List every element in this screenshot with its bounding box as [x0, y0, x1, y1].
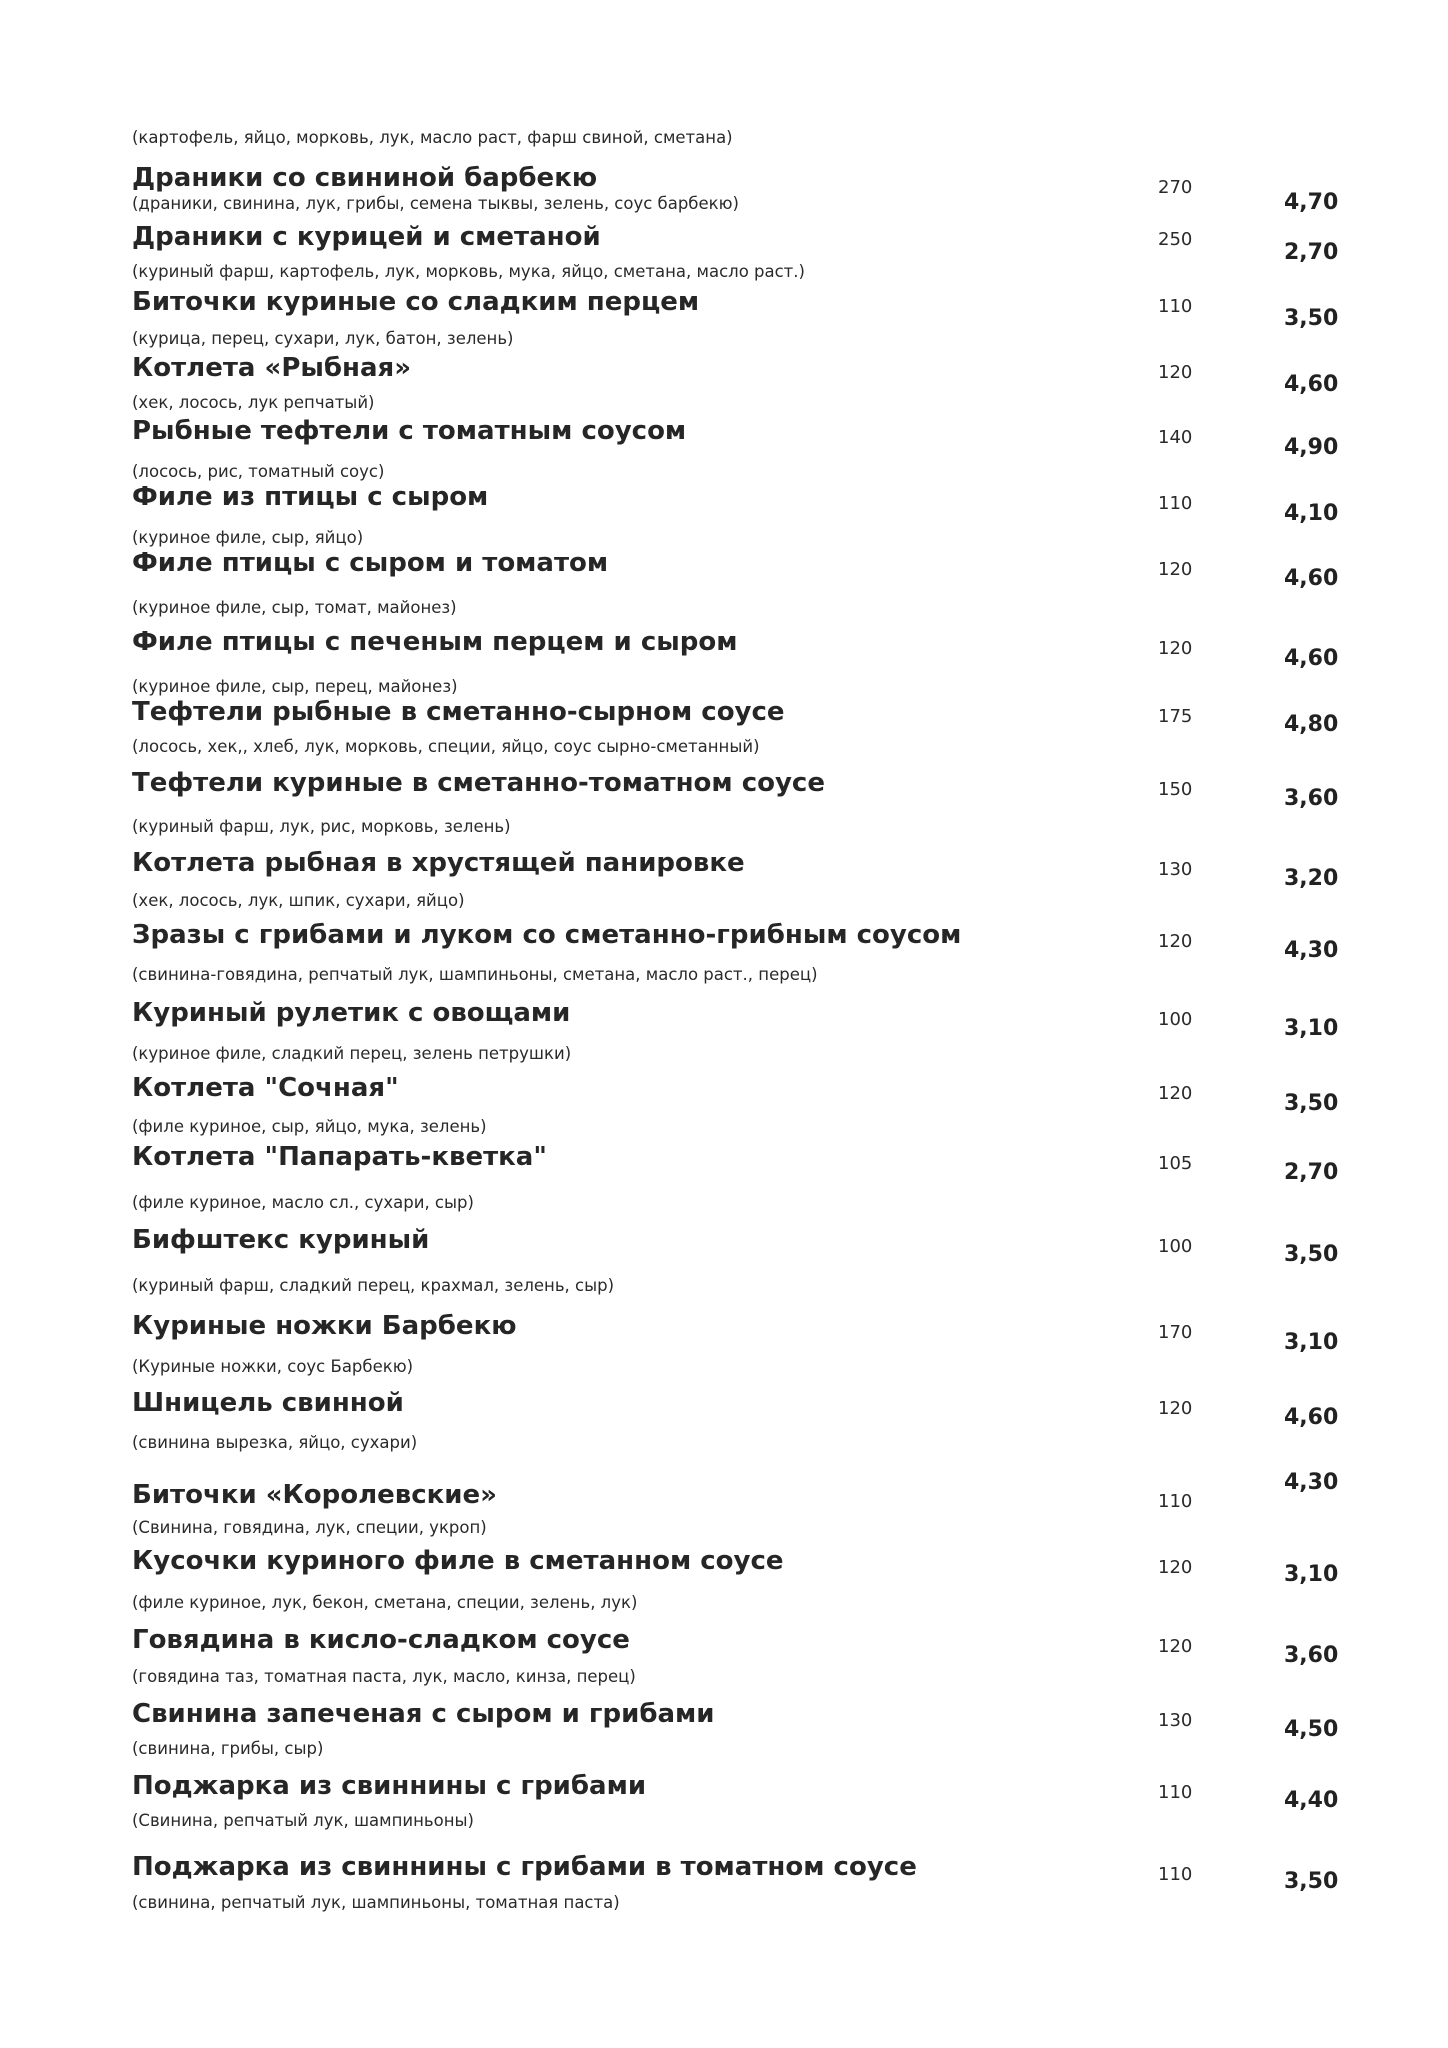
menu-item-weight: 110	[1158, 1782, 1193, 1803]
menu-item-price: 4,60	[1284, 1405, 1339, 1430]
menu-item-price: 3,50	[1284, 1091, 1339, 1116]
intro-description: (картофель, яйцо, морковь, лук, масло раст, фарш свиной, сметана)	[132, 128, 733, 147]
menu-item-weight: 150	[1158, 779, 1193, 800]
menu-item-weight: 175	[1158, 706, 1193, 727]
menu-item-name: Филе птицы с печеным перцем и сыром	[132, 627, 738, 657]
menu-item-price: 4,40	[1284, 1788, 1339, 1813]
menu-item-weight: 120	[1158, 559, 1193, 580]
menu-item-description: (куриное филе, сыр, томат, майонез)	[132, 598, 457, 617]
menu-item-name: Драники с курицей и сметаной	[132, 222, 601, 252]
menu-item-description: (куриный фарш, картофель, лук, морковь, мука, яйцо, сметана, масло раст.)	[132, 262, 805, 281]
menu-item-name: Кусочки куриного филе в сметанном соусе	[132, 1546, 784, 1576]
menu-item-description: (Свинина, репчатый лук, шампиньоны)	[132, 1811, 474, 1830]
menu-item-weight: 110	[1158, 1491, 1193, 1512]
menu-item-weight: 120	[1158, 1636, 1193, 1657]
menu-item-price: 4,60	[1284, 372, 1339, 397]
menu-item-name: Котлета "Сочная"	[132, 1073, 399, 1103]
menu-item-description: (свинина вырезка, яйцо, сухари)	[132, 1433, 418, 1452]
menu-item-name: Куриные ножки Барбекю	[132, 1311, 517, 1341]
menu-item-description: (куриное филе, сыр, перец, майонез)	[132, 677, 458, 696]
menu-item-description: (куриное филе, сыр, яйцо)	[132, 528, 364, 547]
menu-item-weight: 100	[1158, 1009, 1193, 1030]
menu-item-name: Говядина в кисло-сладком соусе	[132, 1625, 630, 1655]
menu-item-weight: 120	[1158, 1557, 1193, 1578]
menu-item-name: Свинина запеченая с сыром и грибами	[132, 1699, 715, 1729]
menu-item-name: Котлета «Рыбная»	[132, 353, 412, 383]
menu-item-name: Тефтели куриные в сметанно-томатном соусе	[132, 768, 825, 798]
menu-item-name: Поджарка из свиннины с грибами	[132, 1771, 647, 1801]
menu-item-price: 3,50	[1284, 1869, 1339, 1894]
menu-item-description: (говядина таз, томатная паста, лук, масло, кинза, перец)	[132, 1667, 636, 1686]
menu-item-name: Котлета рыбная в хрустящей панировке	[132, 848, 745, 878]
menu-item-name: Поджарка из свиннины с грибами в томатном соусе	[132, 1852, 917, 1882]
menu-item-price: 4,90	[1284, 435, 1339, 460]
menu-item-description: (филе куриное, масло сл., сухари, сыр)	[132, 1193, 474, 1212]
menu-item-name: Зразы с грибами и луком со сметанно-грибным соусом	[132, 920, 962, 950]
menu-item-description: (Свинина, говядина, лук, специи, укроп)	[132, 1518, 487, 1537]
menu-item-price: 3,10	[1284, 1330, 1339, 1355]
menu-item-description: (хек, лосось, лук, шпик, сухари, яйцо)	[132, 891, 465, 910]
menu-item-weight: 120	[1158, 1083, 1193, 1104]
menu-item-name: Куриный рулетик с овощами	[132, 998, 571, 1028]
menu-item-description: (куриное филе, сладкий перец, зелень петрушки)	[132, 1044, 572, 1063]
menu-item-weight: 120	[1158, 362, 1193, 383]
menu-item-description: (свинина, репчатый лук, шампиньоны, томатная паста)	[132, 1893, 620, 1912]
menu-item-name: Филе из птицы с сыром	[132, 482, 489, 512]
menu-item-weight: 110	[1158, 296, 1193, 317]
menu-item-description: (хек, лосось, лук репчатый)	[132, 393, 375, 412]
menu-item-weight: 120	[1158, 1398, 1193, 1419]
menu-item-weight: 170	[1158, 1322, 1193, 1343]
menu-item-name: Тефтели рыбные в сметанно-сырном соусе	[132, 697, 785, 727]
menu-item-price: 4,10	[1284, 501, 1339, 526]
menu-item-weight: 120	[1158, 931, 1193, 952]
menu-item-price: 3,50	[1284, 1242, 1339, 1267]
menu-item-price: 4,60	[1284, 566, 1339, 591]
menu-item-description: (лосось, рис, томатный соус)	[132, 462, 385, 481]
menu-item-name: Рыбные тефтели с томатным соусом	[132, 416, 687, 446]
menu-item-name: Биточки куриные со сладким перцем	[132, 287, 700, 317]
menu-item-description: (филе куриное, лук, бекон, сметана, специи, зелень, лук)	[132, 1593, 638, 1612]
menu-item-weight: 140	[1158, 427, 1193, 448]
menu-item-price: 4,80	[1284, 712, 1339, 737]
menu-item-weight: 100	[1158, 1236, 1193, 1257]
menu-item-price: 4,50	[1284, 1717, 1339, 1742]
menu-item-name: Драники со свининой барбекю	[132, 163, 598, 193]
menu-item-description: (курица, перец, сухари, лук, батон, зелень)	[132, 329, 514, 348]
menu-item-price: 3,60	[1284, 1643, 1339, 1668]
menu-item-weight: 110	[1158, 493, 1193, 514]
menu-item-price: 4,60	[1284, 646, 1339, 671]
menu-item-weight: 110	[1158, 1864, 1193, 1885]
menu-item-description: (Куриные ножки, соус Барбекю)	[132, 1357, 414, 1376]
menu-item-price: 3,60	[1284, 786, 1339, 811]
menu-item-name: Филе птицы с сыром и томатом	[132, 548, 609, 578]
menu-item-price: 3,20	[1284, 866, 1339, 891]
menu-item-weight: 250	[1158, 229, 1193, 250]
menu-item-weight: 270	[1158, 177, 1193, 198]
menu-item-price: 3,10	[1284, 1016, 1339, 1041]
menu-item-description: (свинина-говядина, репчатый лук, шампиньоны, сметана, масло раст., перец)	[132, 965, 818, 984]
menu-item-name: Шницель свинной	[132, 1388, 404, 1418]
menu-item-name: Котлета "Папарать-кветка"	[132, 1142, 547, 1172]
menu-item-price: 2,70	[1284, 1160, 1339, 1185]
menu-item-price: 3,10	[1284, 1562, 1339, 1587]
menu-item-name: Биточки «Королевские»	[132, 1480, 497, 1510]
menu-item-description: (куриный фарш, лук, рис, морковь, зелень)	[132, 817, 511, 836]
menu-item-price: 4,30	[1284, 1470, 1339, 1495]
menu-item-weight: 130	[1158, 859, 1193, 880]
menu-item-price: 2,70	[1284, 240, 1339, 265]
menu-item-price: 3,50	[1284, 306, 1339, 331]
menu-item-price: 4,70	[1284, 190, 1339, 215]
menu-item-price: 4,30	[1284, 938, 1339, 963]
menu-item-description: (лосось, хек,, хлеб, лук, морковь, специи, яйцо, соус сырно-сметанный)	[132, 737, 760, 756]
menu-item-description: (драники, свинина, лук, грибы, семена тыквы, зелень, соус барбекю)	[132, 194, 739, 213]
menu-item-description: (куриный фарш, сладкий перец, крахмал, зелень, сыр)	[132, 1276, 615, 1295]
menu-item-weight: 120	[1158, 638, 1193, 659]
menu-item-weight: 130	[1158, 1710, 1193, 1731]
menu-item-name: Бифштекс куриный	[132, 1225, 430, 1255]
menu-item-description: (филе куриное, сыр, яйцо, мука, зелень)	[132, 1117, 487, 1136]
menu-item-weight: 105	[1158, 1153, 1193, 1174]
menu-item-description: (свинина, грибы, сыр)	[132, 1739, 324, 1758]
